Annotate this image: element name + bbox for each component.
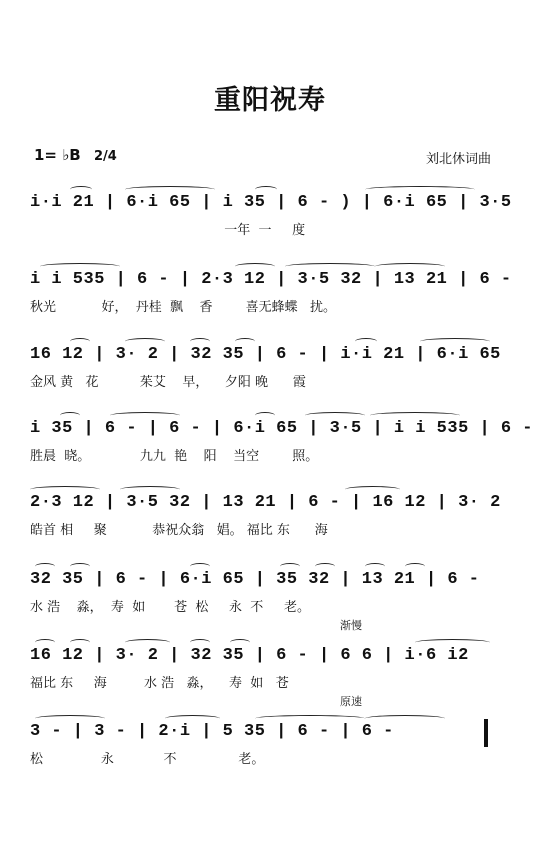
slur: [255, 412, 275, 419]
slur: [235, 263, 275, 270]
slur: [255, 186, 277, 193]
notation-line: 16 12 | 3· 2 | 32 35 | 6 - | 6 6 | i·6 i2: [30, 646, 469, 665]
slur: [405, 563, 425, 570]
notation-line: i 35 | 6 - | 6 - | 6·i 65 | 3·5 | i i 535 | 6 -: [30, 419, 533, 438]
slur: [280, 563, 300, 570]
slur: [315, 563, 335, 570]
notation-line: 32 35 | 6 - | 6·i 65 | 35 32 | 13 21 | 6 -: [30, 570, 480, 589]
score-row-1: [30, 188, 510, 258]
tempo-marking-original: 原速: [340, 695, 362, 708]
slur: [110, 412, 180, 419]
slur: [355, 338, 377, 345]
slur: [35, 639, 55, 646]
slur: [40, 263, 120, 270]
score-row-3: [30, 340, 510, 410]
slur: [415, 639, 490, 646]
notation-line: 3 - | 3 - | 2·i | 5 35 | 6 - | 6 -: [30, 722, 394, 741]
slur: [70, 186, 92, 193]
lyric-line: 一年 一 度: [30, 223, 306, 238]
lyric-line: 秋光 好， 丹桂 飘 香 喜无蜂蝶 扰。: [30, 300, 336, 315]
slur: [305, 412, 365, 419]
slur: [165, 715, 220, 722]
score-row-5: [30, 488, 510, 558]
slur: [125, 186, 215, 193]
slur: [420, 338, 490, 345]
slur: [70, 338, 90, 345]
slur: [255, 715, 365, 722]
score-row-7: [30, 641, 510, 711]
key-time-signature: [34, 146, 117, 164]
slur: [70, 563, 90, 570]
notation-line: 2·3 12 | 3·5 32 | 13 21 | 6 - | 16 12 | 3· 2: [30, 493, 501, 512]
lyric-line: 水 浩 淼， 寿 如 苍 松 永 不 老。: [30, 600, 310, 615]
score-row-4: [30, 414, 533, 484]
lyric-line: 皓首 相 聚 恭祝众翁 娼。 福比 东 海: [30, 523, 328, 538]
lyric-line: 金风 黄 花 茱艾 早， 夕阳 晚 霞: [30, 375, 306, 390]
time-signature: 2/4: [93, 149, 117, 164]
slur: [375, 263, 445, 270]
slur: [370, 412, 460, 419]
slur: [70, 639, 90, 646]
slur: [125, 639, 170, 646]
score-row-8: [30, 717, 510, 787]
slur: [235, 338, 255, 345]
key-signature: 1= ♭B: [34, 146, 81, 164]
credit-line: 刘北休词曲: [426, 152, 492, 167]
slur: [60, 412, 80, 419]
slur: [190, 563, 210, 570]
score-row-6: [30, 565, 510, 635]
slur: [190, 639, 210, 646]
lyric-line: 胜晨 晓。 九九 艳 阳 当空 照。: [30, 449, 319, 464]
lyric-line: 松 永 不 老。: [30, 752, 265, 767]
slur: [230, 639, 250, 646]
slur: [125, 338, 165, 345]
song-title: 重阳祝寿: [214, 85, 326, 116]
slur: [285, 263, 375, 270]
lyric-line: 福比 东 海 水 浩 淼， 寿 如 苍: [30, 676, 289, 691]
tempo-marking-slowing: 渐慢: [340, 619, 362, 632]
slur: [35, 563, 55, 570]
score-row-2: [30, 265, 510, 335]
notation-line: 16 12 | 3· 2 | 32 35 | 6 - | i·i 21 | 6·i 65: [30, 345, 501, 364]
slur: [120, 486, 180, 493]
slur: [30, 486, 100, 493]
slur: [190, 338, 210, 345]
notation-line: i i 535 | 6 - | 2·3 12 | 3·5 32 | 13 21 | 6 -: [30, 270, 512, 289]
slur: [345, 486, 400, 493]
slur: [365, 186, 475, 193]
notation-line: i·i 21 | 6·i 65 | i 35 | 6 - ) | 6·i 65 | 3·5: [30, 193, 512, 212]
slur: [35, 715, 105, 722]
final-barline: [484, 719, 488, 747]
slur: [365, 563, 385, 570]
slur: [365, 715, 445, 722]
